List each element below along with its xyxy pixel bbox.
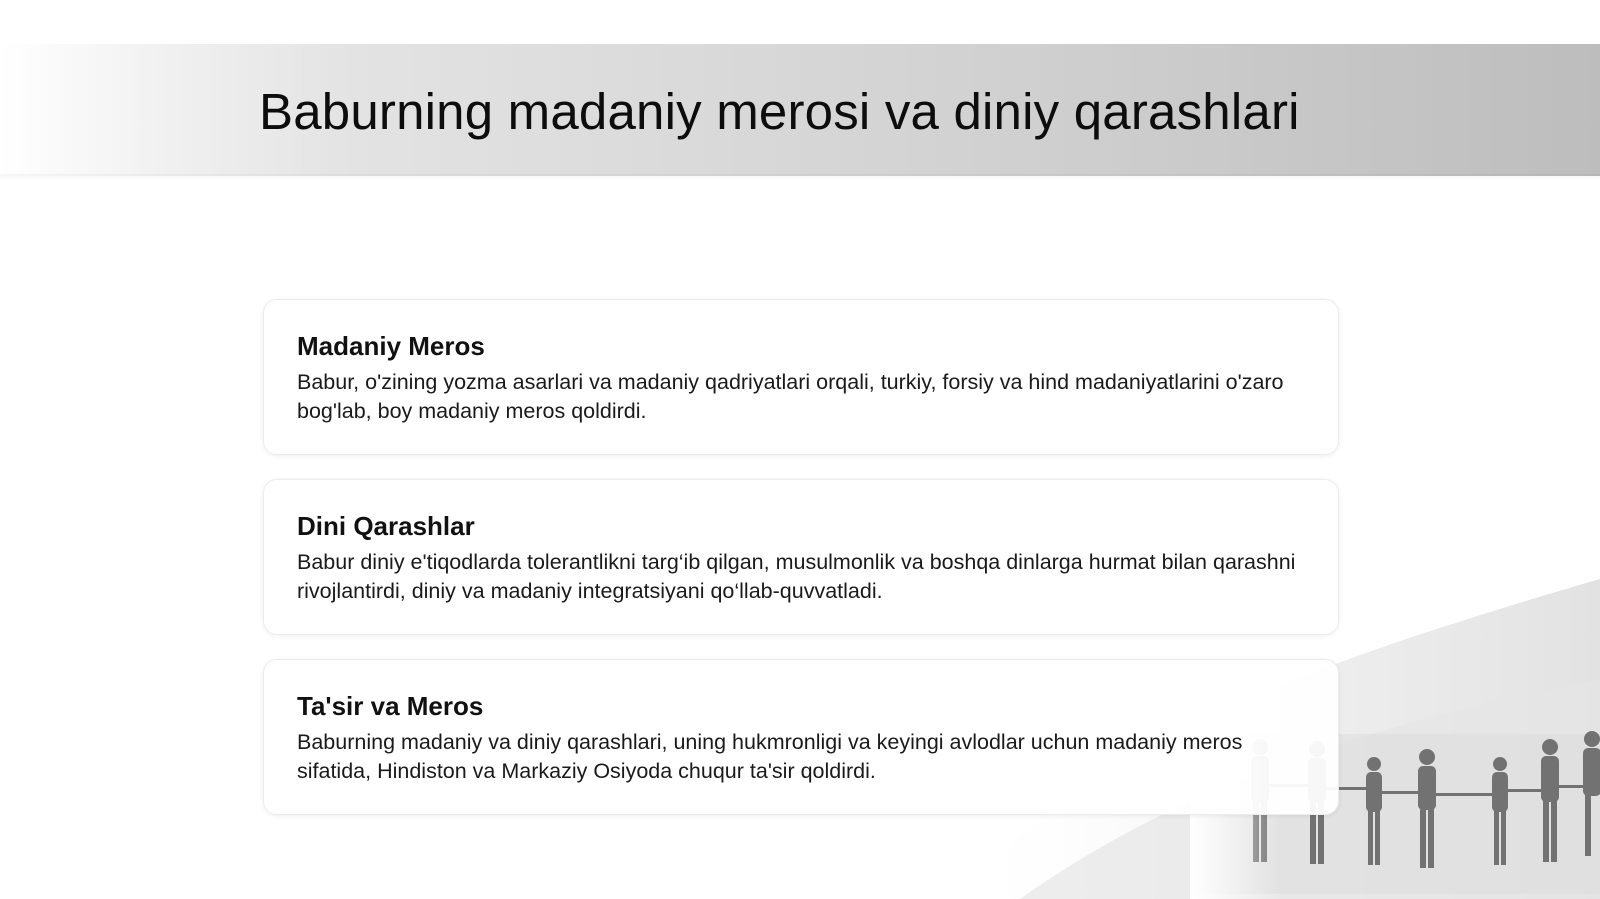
card-heading: Madaniy Meros: [297, 331, 485, 361]
card-tasir-va-meros: [263, 659, 1339, 815]
card-heading: Ta'sir va Meros: [297, 691, 484, 721]
slide-title: Baburning madaniy merosi va diniy qarashlari: [259, 83, 1300, 140]
card-text: Babur, o'zining yozma asarlari va madaniy qadriyatlari orqali, turkiy, forsiy va hind madaniyatlarini o'zaro bog'lab, boy madaniy meros qoldirdi.: [297, 370, 1284, 423]
content-cards: [263, 299, 1339, 839]
card-madaniy-meros: [263, 299, 1339, 455]
card-text: Baburning madaniy va diniy qarashlari, uning hukmronligi va keyingi avlodlar uchun madaniy meros sifatida, Hindiston va Markaziy Osiyoda chuqur ta'sir qoldirdi.: [297, 730, 1243, 783]
card-text: Babur diniy e'tiqodlarda tolerantlikni targ‘ib qilgan, musulmonlik va boshqa dinlarga hurmat bilan qarashni rivojlantirdi, diniy va madaniy integratsiyani qo‘llab-quvvatladi.: [297, 550, 1296, 603]
card-dini-qarashlar: [263, 479, 1339, 635]
card-heading: Dini Qarashlar: [297, 511, 475, 541]
